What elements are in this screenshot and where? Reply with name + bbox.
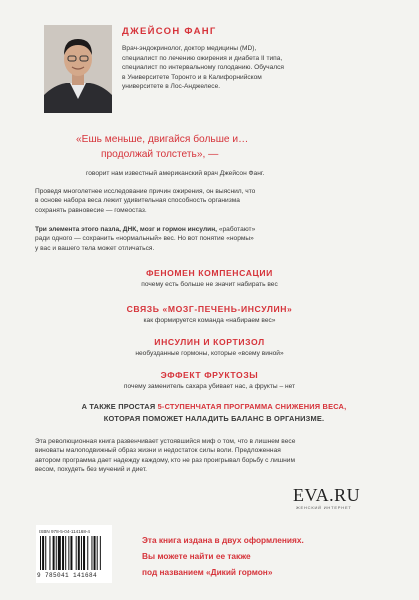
- section-title: ИНСУЛИН И КОРТИЗОЛ: [154, 337, 265, 347]
- paragraph-line: Проведя многолетнее исследование причин ожирения, он выяснил, что: [35, 188, 256, 195]
- closing-paragraph: [35, 437, 385, 474]
- quote-line-2: продолжай толстеть», —: [101, 149, 219, 160]
- section-subtitle: как формируется команда «набираем вес»: [143, 317, 276, 324]
- paragraph-line: сохранять равновесие — гомеостаз.: [35, 206, 147, 214]
- bio-line: специалист по лечению ожирения и диабета II типа,: [122, 54, 283, 62]
- eva-logo-tagline: ЖЕНСКИЙ ИНТЕРНЕТ: [296, 505, 352, 510]
- paragraph-line: ради одного — сохранить «нормальный» вес. Но вот понятие «нормы»: [35, 235, 254, 243]
- author-photo: [44, 25, 112, 113]
- edition-note-line: Эта книга издана в двух оформлениях.: [142, 535, 304, 545]
- bio-line: университете в Лос-Анджелесе.: [122, 83, 221, 91]
- quote-line-1: «Ешь меньше, двигайся больше и…: [76, 134, 249, 145]
- program-line-1: [44, 402, 384, 411]
- program-highlight: 5-СТУПЕНЧАТАЯ ПРОГРАММА СНИЖЕНИЯ ВЕСА,: [157, 402, 347, 411]
- section-title: СВЯЗЬ «МОЗГ-ПЕЧЕНЬ-ИНСУЛИН»: [126, 304, 293, 314]
- paragraph-line: [35, 225, 385, 234]
- section-subtitle: необузданные гормоны, которые «всему виной»: [135, 350, 284, 357]
- section-title: ФЕНОМЕН КОМПЕНСАЦИИ: [146, 268, 273, 278]
- program-prefix: А ТАКЖЕ ПРОСТАЯ: [81, 402, 158, 411]
- section-subtitle: почему заменитель сахара убивает нас, а фрукты – нет: [123, 383, 296, 390]
- paragraph-line: Эта революционная книга развенчивает устоявшийся миф о том, что в лишнем весе: [35, 438, 296, 445]
- paragraph-bold: Три элемента этого пазла, ДНК, мозг и гормон инсулин,: [35, 226, 218, 233]
- bio-line: в Университете Торонто и в Калифорнийском: [122, 73, 262, 81]
- paragraph-line: весом, похудеть без мучений и диет.: [35, 465, 147, 473]
- bio-line: Врач-эндокринолог, доктор медицины (MD),: [122, 45, 257, 52]
- isbn-label: ISBN 978-5-04-114168-4: [39, 529, 90, 534]
- paragraph-line: виноваты малоподвижный образ жизни и недостаток силы воли. Предложенная: [35, 447, 281, 455]
- quote-attribution: говорит нам известный американский врач Джейсон Фанг.: [86, 170, 265, 177]
- barcode-number: 9 785041 141684: [37, 572, 98, 579]
- intro-paragraph: [35, 187, 385, 215]
- edition-note-line: Вы можете найти ее также: [142, 551, 251, 561]
- barcode-icon: [39, 536, 109, 577]
- eva-logo: EVA.RU: [293, 485, 361, 505]
- program-line-2: КОТОРАЯ ПОМОЖЕТ НАЛАДИТЬ БАЛАНС В ОРГАНИЗМЕ.: [103, 414, 325, 423]
- paragraph-line: у вас и вашего тела может отличаться.: [35, 244, 155, 252]
- author-name: ДЖЕЙСОН ФАНГ: [122, 26, 217, 37]
- paragraph-line: в основе набора веса лежит удивительная способность организма: [35, 197, 240, 205]
- edition-note-line: под названием «Дикий гормон»: [142, 567, 273, 577]
- section-subtitle: почему есть больше не значит набирать вес: [141, 281, 278, 288]
- section-title: ЭФФЕКТ ФРУКТОЗЫ: [160, 370, 259, 380]
- author-bio: [122, 44, 384, 92]
- paragraph-rest: «работают»: [217, 226, 256, 233]
- paragraph-line: автором программа дает надежду каждому, кто не раз проигрывал борьбу с лишним: [35, 456, 295, 464]
- bio-line: специалист по интервальному голоданию. Обучался: [122, 64, 284, 72]
- puzzle-paragraph: [35, 225, 385, 253]
